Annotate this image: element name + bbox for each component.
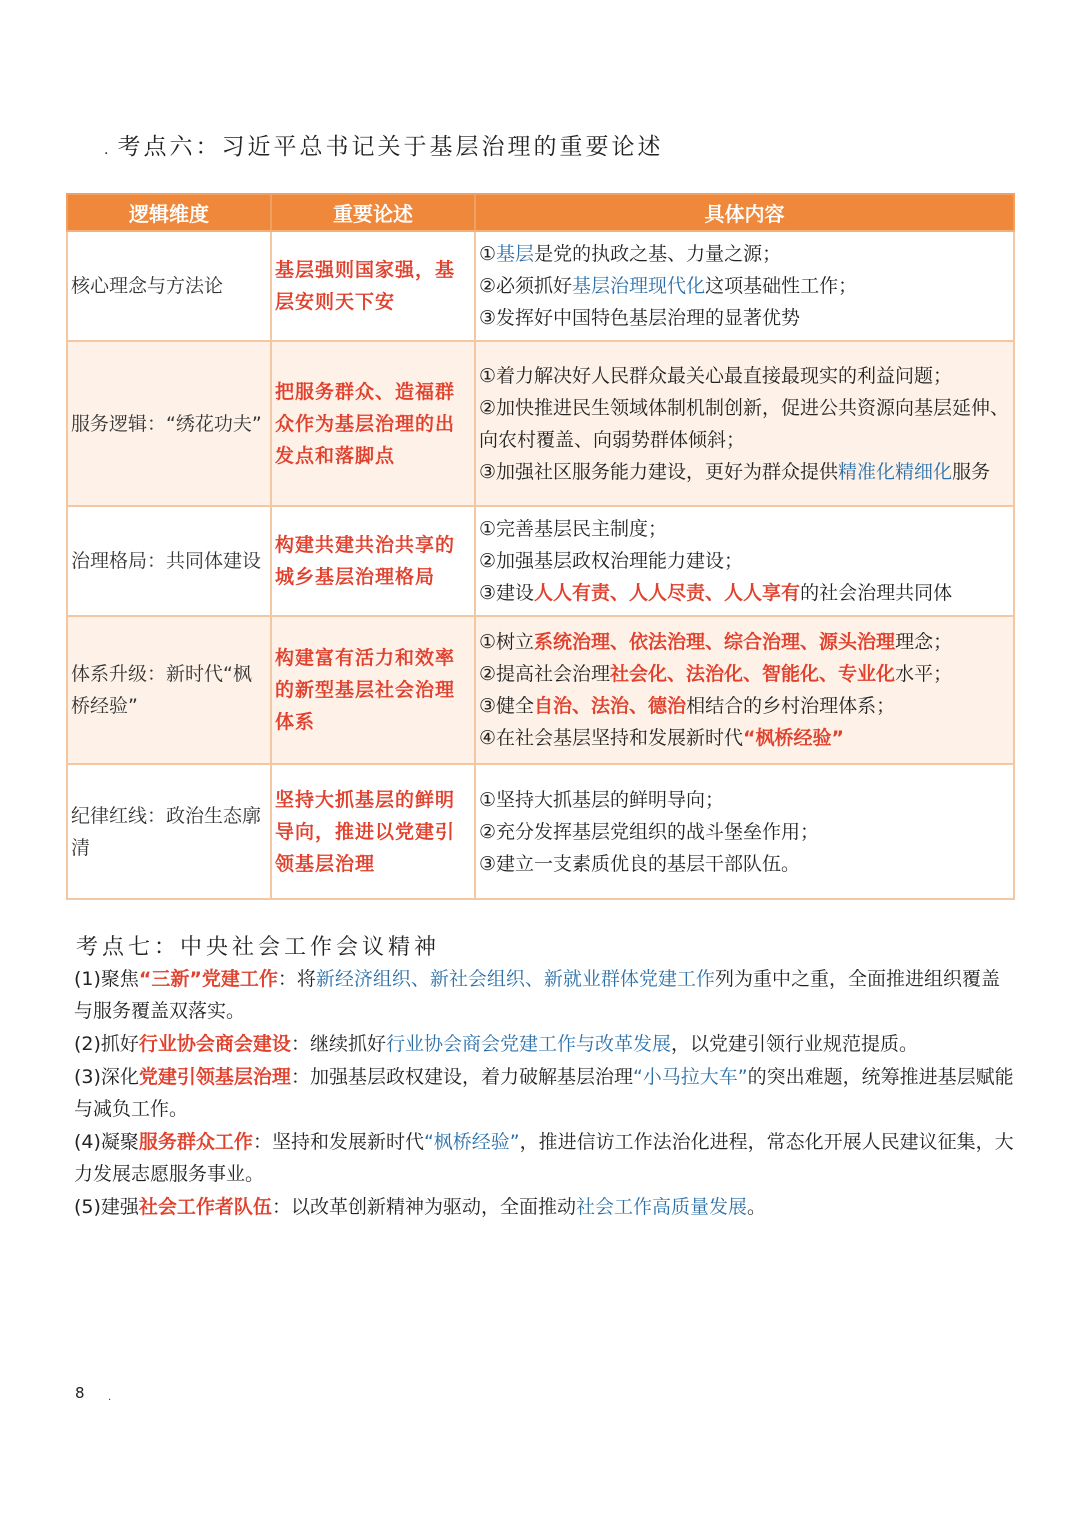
text-run: ①完善基层民主制度； (479, 518, 668, 540)
table-row (67, 231, 1014, 341)
highlight-text: 行业协会商会建设 (138, 1033, 291, 1055)
content-line (479, 238, 1010, 270)
text-run: (1)聚焦 (74, 968, 139, 990)
highlight-text: 社会化、法治化、智能化、专业化 (610, 663, 896, 685)
text-run: 理念； (895, 631, 953, 653)
row-content (475, 764, 1014, 899)
row-content (475, 616, 1014, 764)
heading-text: 考点六：习近平总书记关于基层治理的重要论述 (117, 134, 664, 160)
row-dimension: 服务逻辑：“绣花功夫” (67, 341, 271, 506)
highlight-text: 自治、法治、德治 (534, 695, 687, 717)
content-line (479, 658, 1010, 690)
text-run: ：将 (277, 968, 316, 990)
list-item (74, 1126, 1014, 1190)
governance-table (66, 193, 1015, 900)
page-number: 8 (75, 1384, 85, 1402)
highlight-text: 系统治理、依法治理、综合治理、源头治理 (534, 631, 896, 653)
table-row (67, 764, 1014, 899)
content-line (479, 545, 1010, 577)
text-run: ①树立 (479, 631, 535, 653)
text-run: ②加强基层政权治理能力建设； (479, 550, 744, 572)
text-run: (5)建强 (74, 1196, 139, 1218)
text-run: ④在社会基层坚持和发展新时代 (479, 727, 744, 749)
highlight-text: “小马拉大车” (632, 1066, 748, 1088)
text-run: (4)凝聚 (74, 1131, 139, 1153)
header-content: 具体内容 (475, 194, 1014, 231)
highlight-text: “枫桥经验” (423, 1131, 520, 1153)
highlight-text: “三新”党建工作 (138, 968, 278, 990)
row-content (475, 506, 1014, 616)
highlight-text: 行业协会商会党建工作与改革发展 (385, 1033, 671, 1055)
text-run: 服务 (952, 460, 991, 483)
text-run: ③建立一支素质优良的基层干部队伍。 (479, 852, 801, 875)
text-run: ：继续抓好 (290, 1033, 386, 1055)
text-run: 列为重中之重，全面推进组织覆盖与服务覆盖双落实。 (74, 968, 1000, 1022)
text-run: (2)抓好 (74, 1033, 139, 1055)
text-run: ①坚持大抓基层的鲜明导向； (479, 788, 725, 811)
text-run: ①着力解决好人民群众最关心最直接最现实的利益问题； (479, 364, 953, 387)
text-run: ③发挥好中国特色基层治理的显著优势 (479, 307, 801, 329)
highlight-text: 服务群众工作 (138, 1131, 253, 1153)
row-dimension: 核心理念与方法论 (67, 231, 271, 341)
content-line (479, 722, 1010, 754)
header-dimension: 逻辑维度 (67, 194, 271, 231)
text-run: ②必须抓好 (479, 275, 573, 297)
page-mark: . (108, 1392, 112, 1403)
section-7-title: 考点七：中央社会工作会议精神 (76, 935, 441, 960)
row-thesis: 构建共建共治共享的城乡基层治理格局 (271, 506, 475, 616)
content-line (479, 456, 1010, 488)
highlight-text: “枫桥经验” (743, 727, 845, 749)
text-run: (3)深化 (74, 1066, 139, 1088)
list-item (74, 1191, 1014, 1223)
content-line (479, 784, 1010, 816)
highlight-text: 党建引领基层治理 (138, 1066, 291, 1088)
row-dimension: 治理格局：共同体建设 (67, 506, 271, 616)
text-run: 的社会治理共同体 (800, 582, 953, 604)
content-line (479, 392, 1010, 456)
text-run: 水平； (895, 663, 953, 685)
row-content (475, 231, 1014, 341)
text-run: ① (479, 243, 497, 265)
content-line (479, 302, 1010, 334)
section-7 (74, 930, 1014, 1224)
text-run: ③建设 (479, 582, 535, 604)
table-header-row (67, 194, 1014, 231)
text-run: 相结合的乡村治理体系； (686, 695, 896, 717)
content-line (479, 270, 1010, 302)
text-run: ②提高社会治理 (479, 663, 611, 685)
highlight-text: 社会工作者队伍 (138, 1196, 272, 1218)
text-run: ，推进信访工作法治化进程，常态化开展人民建议征集，大力发展志愿服务事业。 (74, 1131, 1014, 1185)
row-content (475, 341, 1014, 506)
list-item (74, 963, 1014, 1027)
text-run: ，以党建引领行业规范提质。 (670, 1033, 918, 1055)
highlight-text: 社会工作高质量发展 (575, 1196, 747, 1218)
highlight-text: 基层 (496, 243, 535, 265)
text-run: 这项基础性工作； (705, 275, 858, 297)
list-item (74, 1061, 1014, 1125)
content-line (479, 577, 1010, 609)
content-line (479, 690, 1010, 722)
list-item (74, 1028, 1014, 1060)
highlight-text: 精准化精细化 (838, 460, 953, 483)
table-row (67, 341, 1014, 506)
content-line (479, 816, 1010, 848)
content-line (479, 848, 1010, 880)
text-run: ③加强社区服务能力建设，更好为群众提供 (479, 460, 839, 483)
row-thesis: 坚持大抓基层的鲜明导向，推进以党建引领基层治理 (271, 764, 475, 899)
text-run: ②充分发挥基层党组织的战斗堡垒作用； (479, 820, 820, 843)
table-row (67, 506, 1014, 616)
header-thesis: 重要论述 (271, 194, 475, 231)
highlight-text: 新经济组织、新社会组织、新就业群体党建工作 (315, 968, 715, 990)
text-run: ③健全 (479, 695, 535, 717)
section-6-heading (104, 128, 663, 161)
text-run: ②加快推进民生领域体制机制创新，促进公共资源向基层延伸、向农村覆盖、向弱势群体倾斜； (479, 396, 1010, 451)
table-row (67, 616, 1014, 764)
text-run: ：以改革创新精神为驱动，全面推动 (271, 1196, 576, 1218)
heading-bullet: . (104, 142, 112, 158)
content-line (479, 360, 1010, 392)
highlight-text: 基层治理现代化 (572, 275, 706, 297)
content-line (479, 513, 1010, 545)
text-run: ：加强基层政权建设，着力破解基层治理 (290, 1066, 633, 1088)
highlight-text: 人人有责、人人尽责、人人享有 (534, 582, 801, 604)
text-run: 的突出难题，统筹推进基层赋能与减负工作。 (74, 1066, 1014, 1120)
text-run: 。 (746, 1196, 766, 1218)
content-line (479, 626, 1010, 658)
row-thesis: 基层强则国家强，基层安则天下安 (271, 231, 475, 341)
row-dimension: 体系升级：新时代“枫桥经验” (67, 616, 271, 764)
row-dimension: 纪律红线：政治生态廓清 (67, 764, 271, 899)
row-thesis: 把服务群众、造福群众作为基层治理的出发点和落脚点 (271, 341, 475, 506)
row-thesis: 构建富有活力和效率的新型基层社会治理体系 (271, 616, 475, 764)
text-run: ：坚持和发展新时代 (252, 1131, 424, 1153)
text-run: 是党的执政之基、力量之源； (534, 243, 782, 265)
